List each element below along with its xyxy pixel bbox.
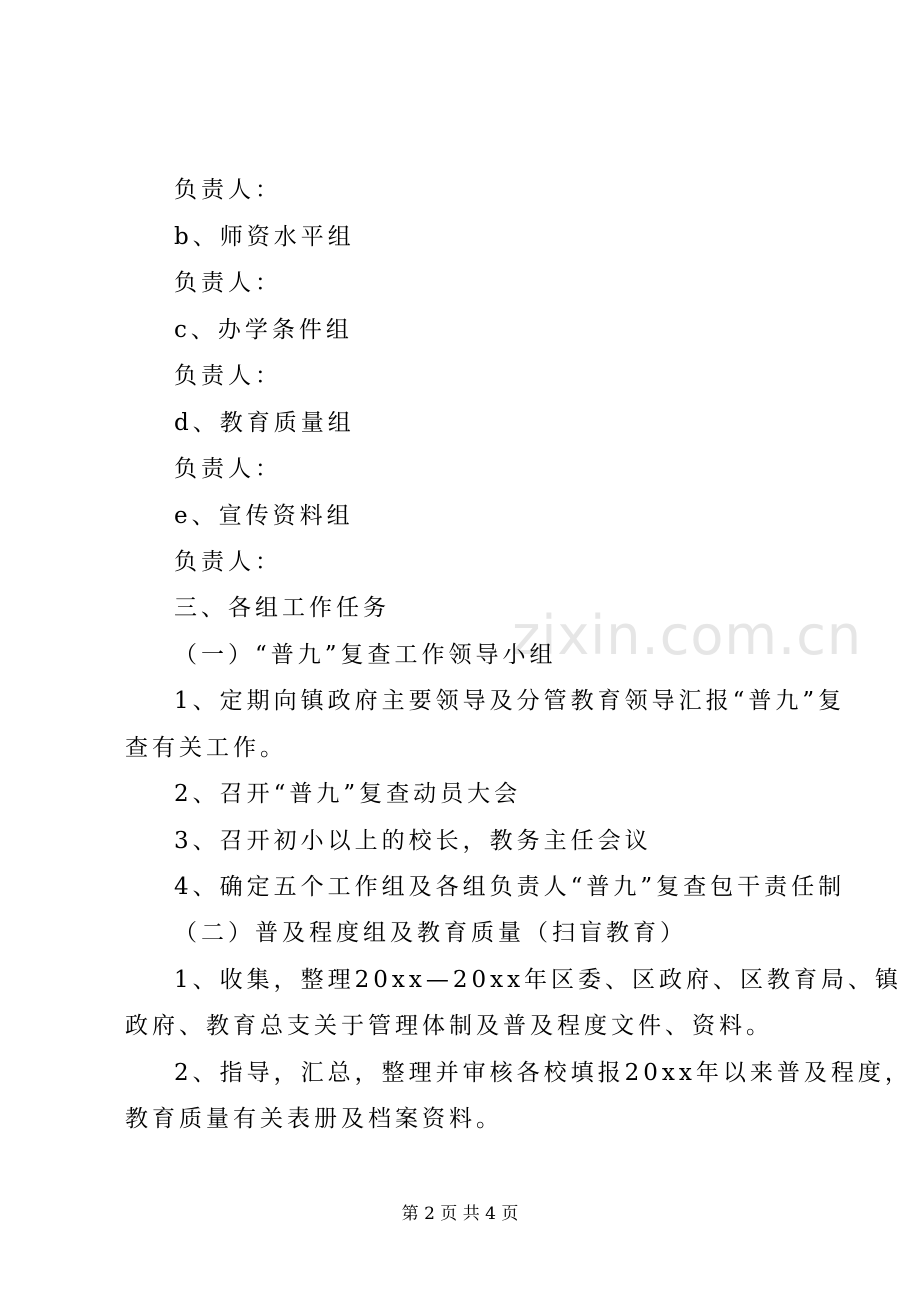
- section-heading: 三、各组工作任务: [174, 595, 390, 621]
- text-line: 负责人：: [174, 363, 282, 389]
- text-line: d、教育质量组: [174, 410, 355, 436]
- text-line: 负责人：: [174, 549, 282, 575]
- text-line: 1、定期向镇政府主要领导及分管教育领导汇报“普九”复: [174, 688, 846, 714]
- page-footer: 第 2 页 共 4 页: [401, 1204, 519, 1224]
- text-line: 3、召开初小以上的校长，教务主任会议: [174, 828, 652, 854]
- subsection-heading: （一）“普九”复查工作领导小组: [174, 642, 557, 668]
- text-line: 负责人：: [174, 270, 282, 296]
- text-line: 负责人：: [174, 177, 282, 203]
- text-line: 2、召开“普九”复查动员大会: [174, 781, 522, 807]
- text-line: 查有关工作。: [125, 735, 287, 761]
- text-line: 4、确定五个工作组及各组负责人“普九”复查包干责任制: [174, 874, 846, 900]
- text-line: c、办学条件组: [174, 317, 353, 343]
- text-line: 1、收集，整理20xx—20xx年区委、区政府、区教育局、镇: [174, 967, 903, 993]
- text-line: 2、指导，汇总，整理并审核各校填报20xx年以来普及程度，: [174, 1060, 912, 1086]
- watermark: zixin.com.cn: [512, 604, 863, 667]
- text-line: e、宣传资料组: [174, 503, 354, 529]
- subsection-heading: （二）普及程度组及教育质量（扫盲教育）: [174, 920, 687, 946]
- text-line: 教育质量有关表册及档案资料。: [125, 1106, 503, 1132]
- text-line: 负责人：: [174, 456, 282, 482]
- text-line: b、师资水平组: [174, 224, 355, 250]
- text-line: 政府、教育总支关于管理体制及普及程度文件、资料。: [125, 1013, 773, 1039]
